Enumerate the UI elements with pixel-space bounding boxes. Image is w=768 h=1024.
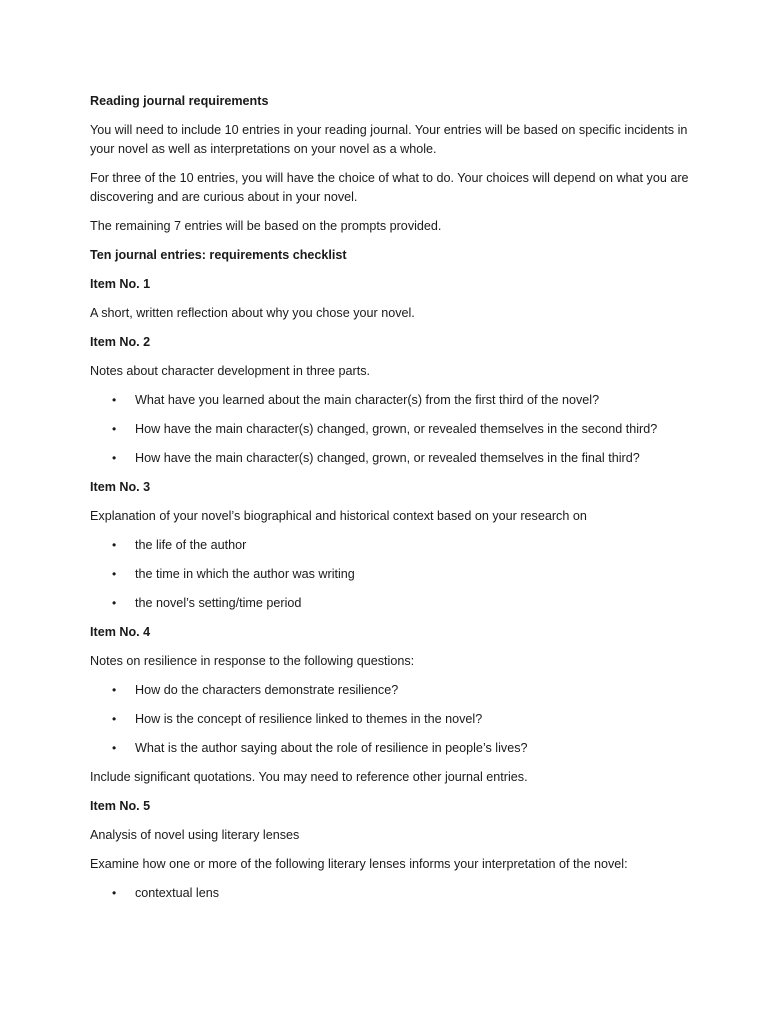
list-item xyxy=(90,884,690,903)
list-item-text: the novel’s setting/time period xyxy=(135,596,302,610)
list-item xyxy=(90,710,690,729)
bullet-icon: • xyxy=(112,451,117,465)
bullet-icon: • xyxy=(112,393,117,407)
list-item-text: the life of the author xyxy=(135,538,247,552)
list-item xyxy=(90,391,690,410)
checklist-heading: Ten journal entries: requirements checklist xyxy=(90,248,347,262)
list-item xyxy=(90,681,690,700)
item-3-bullet-list xyxy=(90,536,690,613)
list-item-text: How do the characters demonstrate resilience? xyxy=(135,683,399,697)
list-item-text: How have the main character(s) changed, grown, or revealed themselves in the second third? xyxy=(135,422,658,436)
item-1-text: A short, written reflection about why you chose your novel. xyxy=(90,306,415,320)
bullet-icon: • xyxy=(112,596,117,610)
item-4-text: Notes on resilience in response to the following questions: xyxy=(90,654,415,668)
item-2-heading: Item No. 2 xyxy=(90,335,151,349)
item-3-text: Explanation of your novel’s biographical and historical context based on your research on xyxy=(90,509,587,523)
item-3-heading: Item No. 3 xyxy=(90,480,151,494)
intro-paragraph-1: You will need to include 10 entries in your reading journal. Your entries will be based on specific incidents in your novel as well as interpretations on your novel as a whole. xyxy=(90,123,688,156)
list-item xyxy=(90,420,690,439)
item-4-after-text: Include significant quotations. You may need to reference other journal entries. xyxy=(90,770,528,784)
list-item xyxy=(90,449,690,468)
item-5-text: Analysis of novel using literary lenses xyxy=(90,828,300,842)
bullet-icon: • xyxy=(112,567,117,581)
list-item xyxy=(90,594,690,613)
list-item xyxy=(90,739,690,758)
list-item xyxy=(90,536,690,555)
bullet-icon: • xyxy=(112,538,117,552)
document-title: Reading journal requirements xyxy=(90,94,269,108)
item-2-text: Notes about character development in three parts. xyxy=(90,364,371,378)
item-4-heading: Item No. 4 xyxy=(90,625,151,639)
intro-paragraph-3: The remaining 7 entries will be based on the prompts provided. xyxy=(90,219,442,233)
bullet-icon: • xyxy=(112,886,117,900)
document-page xyxy=(90,92,690,913)
item-5-bullet-list xyxy=(90,884,690,903)
list-item xyxy=(90,565,690,584)
list-item-text: How is the concept of resilience linked to themes in the novel? xyxy=(135,712,483,726)
intro-paragraph-2: For three of the 10 entries, you will have the choice of what to do. Your choices will depend on what you are discovering and are curious about in your novel. xyxy=(90,171,689,204)
list-item-text: contextual lens xyxy=(135,886,220,900)
bullet-icon: • xyxy=(112,422,117,436)
bullet-icon: • xyxy=(112,683,117,697)
bullet-icon: • xyxy=(112,712,117,726)
list-item-text: What is the author saying about the role of resilience in people’s lives? xyxy=(135,741,528,755)
item-1-heading: Item No. 1 xyxy=(90,277,151,291)
bullet-icon: • xyxy=(112,741,117,755)
list-item-text: What have you learned about the main character(s) from the first third of the novel? xyxy=(135,393,600,407)
item-5-text-2: Examine how one or more of the following literary lenses informs your interpretation of the novel: xyxy=(90,857,628,871)
item-2-bullet-list xyxy=(90,391,690,468)
item-4-bullet-list xyxy=(90,681,690,758)
item-5-heading: Item No. 5 xyxy=(90,799,151,813)
list-item-text: How have the main character(s) changed, grown, or revealed themselves in the final third? xyxy=(135,451,640,465)
list-item-text: the time in which the author was writing xyxy=(135,567,355,581)
